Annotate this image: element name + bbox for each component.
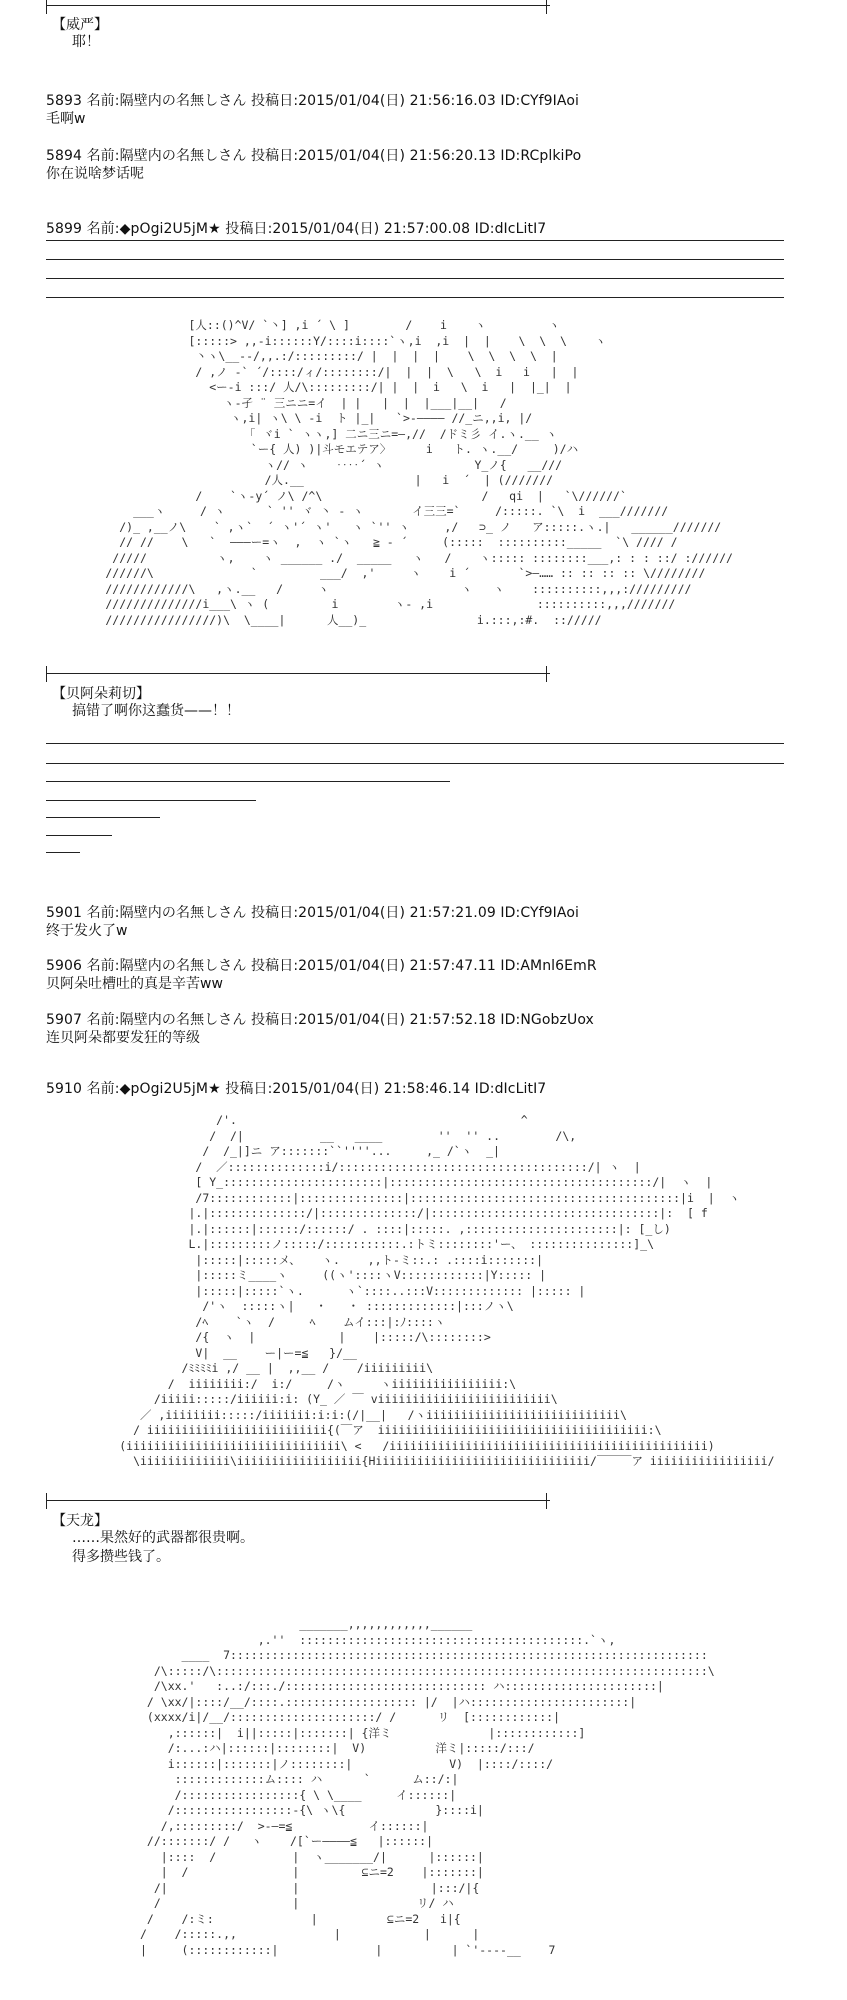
ascii-art-character-3: _______,,,,,,,,,,,,______ ,.'' :::::::::::::::::::::::::::::::::::::::::.`ヽ, ____ 7::::::::::::::::::::::::::::::::::::::::::::::::::::::::::::::::::::: /\:::::/\:::::::::::::::::::::::::::::::::::::::::::::::::::::::::::::::::::::::\ /\xx.' :..:/:::./::::::::::::::::::::::::::::: ハ::::::::::::::::::::::| / \xx/|::::/__/::::.::::::::::::::::::: |/ |ハ:::::::::::::::::::::::| (xxxx/i|/__/:::::::::::::::::::::/ / リ [::::::::::::| ,::::::| i||:::::|:::::::| {洋ミ |::::::::::::] /:...:ハ|::::::|::::::::| V) 洋ミ|:::::/:::/ i::::::|:::::::|ノ::::::::| V) |::::/::::/ :::::::::::::ム:::: ハ ` ム::/:| /:::::::::::::::::{ \ \____ イ::::::| /:::::::::::::::::-{\ ヽ\{ }::::i| /,:::::::::/ >-―=≦ イ::::::| //:::::::/ / ヽ /[`ー――――≦ |::::::| |:::: / | ヽ_______/| |::::::| | / | ⊆ニ=2 |:::::::| /| | |:::/|{ / | リ/ ハ / /:ミ: | ⊆ニ=2 i|{ / /:::::.,, | | | | (::::::::::::| | | `'‐‐‐‐__ 7 [140, 1617, 715, 1957]
dialogue-line: 耶！ [72, 34, 100, 50]
rule-line [46, 743, 784, 744]
rule-line [46, 763, 784, 764]
rule-line [46, 781, 450, 782]
post-header-5901: 5901 名前:隔壁内の名無しさん 投稿日:2015/01/04(日) 21:57:21.09 ID:CYf9IAoi [46, 905, 579, 921]
post-body-5906: 贝阿朵吐槽吐的真是辛苦ww [46, 976, 223, 992]
post-body-5894: 你在说啥梦话呢 [46, 166, 144, 182]
ascii-art-scene-1: [人::()^V/ `丶] ,i ´ \ ] / i ヽ ヽ [:::::> ,,-i::::::Y/::::i::::`ヽ,i ,i | | \ \ \ ヽ 丶ヽ\__--/,,.:/:::::::::/ | | | | \ \ \ \ | / ,ノ -` ´/::::/ィ/::::::::/| | | \ \ i i | | <ー-i :::/ 人/\:::::::::/| | | i \ i | |_| | ヽ-孑 ¨ 三ニニ=イ | | | | |___|__| / ヽ,i| ヽ\ \ -i ト |_| `>-―――― //_ニ,,i, |/ 「 ヾi ` ヽヽ,] 二ニ三ニ=―,// /ドミ彡 イ.ヽ.__ ヽ `ー{ 人) )|斗モエテア〉 i ト. ヽ.__/ )/ハ ヽ// ヽ ‥‥´ ヽ Y_ノ{ __/// /人.__ | i ´ | (/////// / `ヽ-y´ ノ\ /^\ / qi | `\//////` ___ヽ / ヽ ` '' ヾ 丶 - ヽ イ三三=` /:::::. `\ i ___/////// /)_ ,__ノ\ ` ,ヽ` ´ ヽ'´ ヽ' ヽ `'' ヽ ,/ ⊃_ ノ ア:::::.ヽ.| ______/////// // // \ ` ―――ー=ヽ , ヽ `ヽ ≧ - ´ (::::: ::::::::::_____ `\ //// / ///// ヽ, ヽ ______ ./ _____ ヽ / ヽ::::: ::::::::___,: : : ::/ :////// //////\ ` ___/ ,' ヽ i ´ `>―…… :: :: :: :: \//////// ////////////\ ,ヽ.__ / ヽ ヽ ヽ ::::::::::,,,:///////// //////////////i___\ ヽ ( i ヽ- ,i ::::::::::,,,/////// ////////////////)\ \____| 人__)_ i.:::,:#. ::///// [105, 318, 733, 627]
speaker-label: 【天龙】 [52, 1513, 108, 1529]
rule-line [46, 800, 256, 801]
post-header-5899: 5899 名前:◆pOgi2U5jM★ 投稿日:2015/01/04(日) 21:57:00.08 ID:dIcLitI7 [46, 221, 547, 237]
separator [46, 673, 550, 674]
post-body-5893: 毛啊w [46, 111, 86, 127]
dialogue-line-2: 得多攒些钱了。 [72, 1549, 170, 1565]
post-header-5910: 5910 名前:◆pOgi2U5jM★ 投稿日:2015/01/04(日) 21:58:46.14 ID:dIcLitI7 [46, 1081, 547, 1097]
post-body-5907: 连贝阿朵都要发狂的等级 [46, 1030, 200, 1046]
rule-line [46, 297, 784, 298]
post-header-5906: 5906 名前:隔壁内の名無しさん 投稿日:2015/01/04(日) 21:57:47.11 ID:AMnl6EmR [46, 958, 597, 974]
rule-line [46, 852, 80, 853]
post-header-5893: 5893 名前:隔壁内の名無しさん 投稿日:2015/01/04(日) 21:56:16.03 ID:CYf9IAoi [46, 93, 579, 109]
separator [46, 1500, 550, 1501]
ascii-art-character-2: /'. ^ / /| __ ____ '' '' .. /\, / /_|]ニ ア:::::::``''''... ,_ /`ヽ _| / ／::::::::::::::i/::::::::::::::::::::::::::::::::::::/| ヽ | [ Y_:::::::::::::::::::::::|::::::::::::::::::::::::::::::::::::::/| ヽ | /7::::::::::::|:::::::::::::::|:::::::::::::::::::::::::::::::::::::::|i | ヽ |.|::::::::::::::/|::::::::::::::/|:::::::::::::::::::::::::::::::::|: [ f |.|::::::|::::::/::::::/ . ::::|:::::. ,::::::::::::::::::::::|: [_し) L.|:::::::::ノ:::::/:::::::::::.:トミ::::::::'ー、 :::::::::::::::]_\ |:::::|:::::メ、 ヽ. ,,ト‐ミ::.: .::::i:::::::| |:::::ミ____ヽ ((ヽ'::::ヽV::::::::::::|Y::::: | |:::::|:::::`ヽ. ヽ`::::..:::V::::::::::::: |::::: | /'ヽ :::::ヽ| ・ ・ :::::::::::::|:::ノヽ\ /ﾍ `ヽ / ﾍ ムイ:::|:ﾉ::::ヽ /{ ヽ | | |:::::/\::::::::> V| __ ー|ー=≦ }/__ /ﾐﾐﾐﾐi ,/ __ | ,,__ / /iiiiiiiii\ / iiiiiiii:/ i:/ /ヽ ヽiiiiiiiiiiiiiiii:\ /iiiii:::::/iiiiii:i: (Y_ ／ ￣ viiiiiiiiiiiiiiiiiiiiiiiii\ ／ ,iiiiiiii:::::/iiiiiii:i:i:(/|__| /ヽiiiiiiiiiiiiiiiiiiiiiiiiiiii\ / iiiiiiiiiiiiiiiiiiiiiiiiii{(￣ア iiiiiiiiiiiiiiiiiiiiiiiiiiiiiiiiiiiiiii:\ (iiiiiiiiiiiiiiiiiiiiiiiiiiiiiii\ < /iiiiiiiiiiiiiiiiiiiiiiiiiiiiiiiiiiiiiiiiiiiiii) \iiiiiiiiiiiii\iiiiiiiiiiiiiiiiii{Hiiiiiiiiiiiiiiiiiiiiiiiiiiiiiii/￣￣￣ア iiiiiiiiiiiiiiiii/ [119, 1113, 775, 1468]
dialogue-line: 搞错了啊你这蠢货——！！ [72, 703, 240, 719]
rule-line [46, 278, 784, 279]
rule-line [46, 817, 160, 818]
speaker-label: 【威严】 [52, 17, 108, 33]
dialogue-line-1: ……果然好的武器都很贵啊。 [72, 1530, 254, 1546]
rule-line [46, 259, 784, 260]
post-header-5894: 5894 名前:隔壁内の名無しさん 投稿日:2015/01/04(日) 21:56:20.13 ID:RCplkiPo [46, 148, 582, 164]
separator-top [46, 5, 550, 6]
post-header-5907: 5907 名前:隔壁内の名無しさん 投稿日:2015/01/04(日) 21:57:52.18 ID:NGobzUox [46, 1012, 594, 1028]
speaker-label: 【贝阿朵莉切】 [52, 686, 150, 702]
rule-line [46, 835, 112, 836]
post-body-5901: 终于发火了w [46, 923, 128, 939]
rule-line [46, 240, 784, 241]
